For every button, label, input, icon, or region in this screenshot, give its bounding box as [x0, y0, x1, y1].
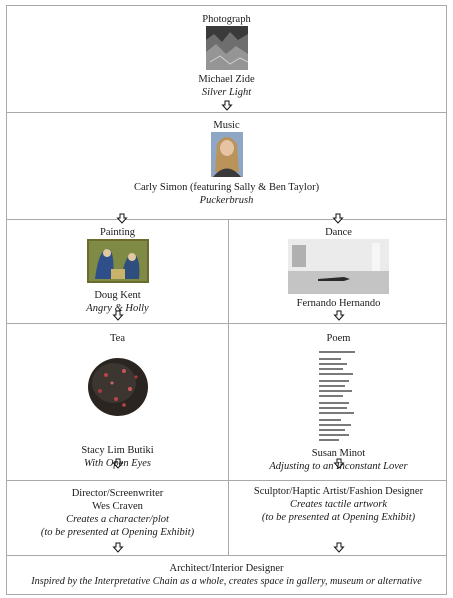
- painting-dance-row: [7, 220, 446, 324]
- sculptor-note: (to be presented at Opening Exhibit): [261, 512, 416, 523]
- music-artist: Carly Simon (featuring Sally & Ben Taylor): [133, 182, 320, 193]
- photograph-title: Photograph: [202, 14, 251, 25]
- dance-title: Dance: [325, 227, 352, 238]
- painting-image: [87, 239, 149, 283]
- architect-cell: [7, 556, 446, 594]
- painting-cell: [7, 220, 229, 323]
- sculptor-role: Sculptor/Haptic Artist/Fashion Designer: [253, 486, 424, 497]
- poem-text-image: [319, 351, 359, 441]
- painting-title: Painting: [99, 227, 135, 238]
- dance-cell: [229, 220, 448, 323]
- poem-title: Poem: [326, 333, 351, 344]
- poem-work: Adjusting to an Inconstant Lover: [269, 461, 408, 472]
- tea-poem-row: [7, 324, 446, 481]
- painting-artist: Doug Kent: [94, 290, 141, 301]
- down-arrow-icon: [333, 310, 344, 321]
- photograph-artist: Michael Zide: [198, 74, 255, 85]
- architect-task: Inspired by the Interpretative Chain as a whole, creates space in gallery, museum or alternative: [31, 576, 422, 587]
- music-row: [7, 113, 446, 220]
- director-task: Creates a character/plot: [66, 514, 169, 525]
- sculptor-task: Creates tactile artwork: [289, 499, 388, 510]
- photograph-image: [206, 26, 248, 70]
- tea-work: With Open Eyes: [83, 458, 152, 469]
- director-role: Director/Screenwriter: [71, 488, 164, 499]
- painting-work: Angry & Holly: [86, 303, 149, 314]
- dance-artist: Fernando Hernando: [296, 298, 381, 309]
- tea-title: Tea: [109, 333, 125, 344]
- director-name: Wes Craven: [92, 501, 143, 512]
- music-cell: [7, 113, 446, 219]
- interpretative-chain-chart: [6, 5, 447, 595]
- poem-cell: [229, 324, 448, 480]
- poem-artist: Susan Minot: [311, 448, 366, 459]
- down-arrow-icon: [112, 458, 123, 469]
- tea-cell: [7, 324, 229, 480]
- down-arrow-icon: [112, 542, 123, 553]
- dance-image: [288, 239, 389, 294]
- director-cell: [7, 481, 229, 555]
- photograph-row: [7, 6, 446, 113]
- architect-role: Architect/Interior Designer: [169, 563, 284, 574]
- down-arrow-icon: [221, 100, 232, 111]
- director-sculptor-row: [7, 481, 446, 556]
- tea-image: [84, 353, 152, 419]
- sculptor-cell: [229, 481, 448, 555]
- down-arrow-icon: [333, 542, 344, 553]
- tea-artist: Stacy Lim Butiki: [81, 445, 154, 456]
- architect-row: [7, 556, 446, 594]
- photograph-work: Silver Light: [201, 87, 252, 98]
- music-work: Puckerbrush: [199, 195, 254, 206]
- music-artist-photo: [211, 132, 243, 177]
- music-title: Music: [213, 120, 240, 131]
- down-arrow-icon: [112, 310, 123, 321]
- down-arrow-icon: [333, 458, 344, 469]
- photograph-cell: [7, 6, 446, 112]
- director-note: (to be presented at Opening Exhibit): [40, 527, 195, 538]
